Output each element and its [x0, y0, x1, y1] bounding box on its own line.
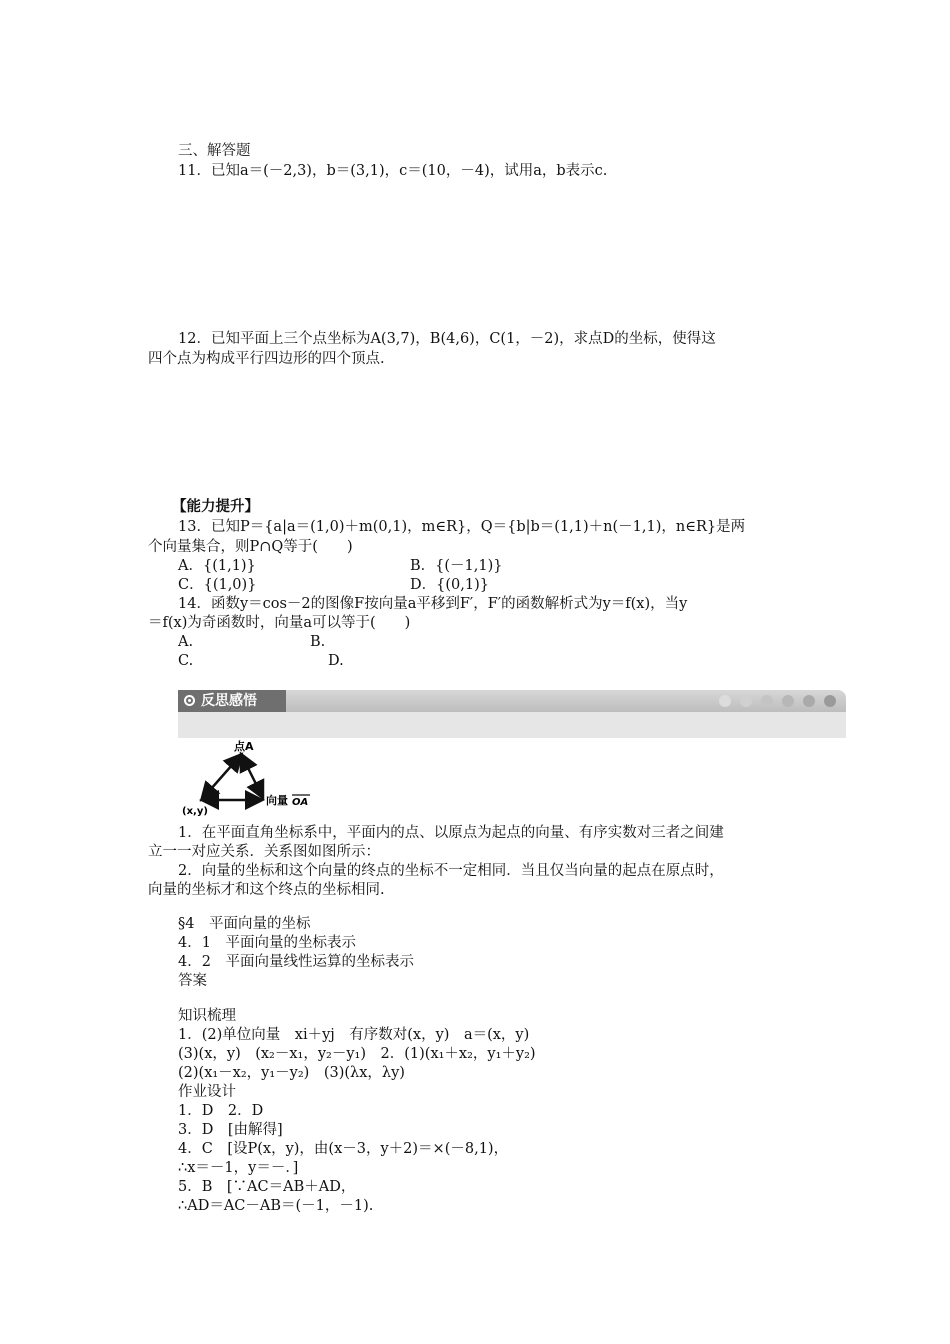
q13-option-b: B．{(－1,1)} [410, 558, 503, 574]
reflection-banner-title: 反思感悟 [201, 693, 257, 709]
homework-line-4: ∴x＝－1，y＝－．] [178, 1160, 299, 1176]
answers-title-3: 4．2 平面向量线性运算的坐标表示 [178, 954, 414, 970]
homework-line-6: ∴AD＝AC－AB＝(－1，－1). [178, 1198, 374, 1214]
q14-option-a: A. [178, 634, 194, 650]
q14-option-c: C. [178, 653, 194, 669]
knowledge-heading: 知识梳理 [178, 1008, 236, 1024]
homework-heading: 作业设计 [178, 1084, 236, 1100]
q14-option-d: D. [328, 653, 344, 669]
reflection-p2-line2: 向量的坐标才和这个终点的坐标相同. [148, 882, 385, 898]
banner-dot [740, 695, 752, 707]
reflection-banner-tab [178, 690, 286, 712]
reflection-p2-line1: 2．向量的坐标和这个向量的终点的坐标不一定相同．当且仅当向量的起点在原点时， [178, 863, 724, 879]
diagram-vector-name: OA [292, 797, 309, 808]
answers-title-1: §4 平面向量的坐标 [178, 916, 311, 932]
question-13-line1: 13．已知P＝{a|a＝(1,0)＋m(0,1)，m∈R}，Q＝{b|b＝(1,1)＋n(－1,1)，n∈R}是两 [178, 519, 746, 535]
answers-label: 答案 [178, 973, 207, 989]
reflection-banner [178, 690, 846, 738]
question-14-line2: ＝f(x)为奇函数时，向量a可以等于( ) [148, 615, 411, 631]
section-heading: 三、解答题 [178, 143, 251, 159]
banner-dots [719, 695, 836, 707]
diagram-top-label: 点A [234, 740, 254, 753]
target-icon [184, 695, 195, 706]
knowledge-line-1: 1．(2)单位向量 xi＋yj 有序数对(x，y) a＝(x，y) [178, 1027, 530, 1043]
banner-dot [761, 695, 773, 707]
diagram-left-label: (x,y) [182, 806, 208, 817]
reflection-p1-line1: 1．在平面直角坐标系中，平面内的点、以原点为起点的向量、有序实数对三者之间建 [178, 825, 724, 841]
reflection-p1-line2: 立一一对应关系．关系图如图所示： [148, 844, 380, 860]
q13-option-a: A．{(1,1)} [178, 558, 256, 574]
banner-dot [782, 695, 794, 707]
knowledge-line-3: (2)(x₁－x₂，y₁－y₂) (3)(λx，λy) [178, 1065, 405, 1081]
question-12-line1: 12．已知平面上三个点坐标为A(3,7)，B(4,6)，C(1，－2)，求点D的坐标，使得这 [178, 331, 716, 347]
homework-line-5: 5．B [∵AC＝AB＋AD， [178, 1179, 356, 1195]
q14-option-b: B. [310, 634, 326, 650]
relationship-diagram [176, 738, 326, 818]
q13-option-d: D．{(0,1)} [410, 577, 489, 593]
homework-line-3: 4．C [设P(x，y)，由(x－3，y＋2)＝×(－8,1)， [178, 1141, 509, 1157]
homework-line-1: 1．D 2．D [178, 1103, 264, 1119]
question-13-line2: 个向量集合，则P∩Q等于( ) [148, 539, 353, 555]
question-11: 11．已知a＝(－2,3)，b＝(3,1)，c＝(10，－4)，试用a，b表示c. [178, 163, 608, 179]
answers-title-2: 4．1 平面向量的坐标表示 [178, 935, 356, 951]
knowledge-line-2: (3)(x，y) (x₂－x₁，y₂－y₁) 2．(1)(x₁＋x₂，y₁＋y₂) [178, 1046, 536, 1062]
banner-dot [824, 695, 836, 707]
edge-point-coord [203, 756, 240, 798]
edge-point-vector [242, 756, 262, 796]
question-12-line2: 四个点为构成平行四边形的四个顶点. [148, 351, 385, 367]
question-14-line1: 14．函数y＝cos－2的图像F按向量a平移到F′，F′的函数解析式为y＝f(x)，当y [178, 596, 688, 612]
diagram-right-label: 向量 [266, 794, 288, 807]
homework-line-2: 3．D [由解得] [178, 1122, 283, 1138]
banner-dot [719, 695, 731, 707]
ability-heading: 【能力提升】 [172, 498, 259, 515]
q13-option-c: C．{(1,0)} [178, 577, 257, 593]
banner-dot [803, 695, 815, 707]
